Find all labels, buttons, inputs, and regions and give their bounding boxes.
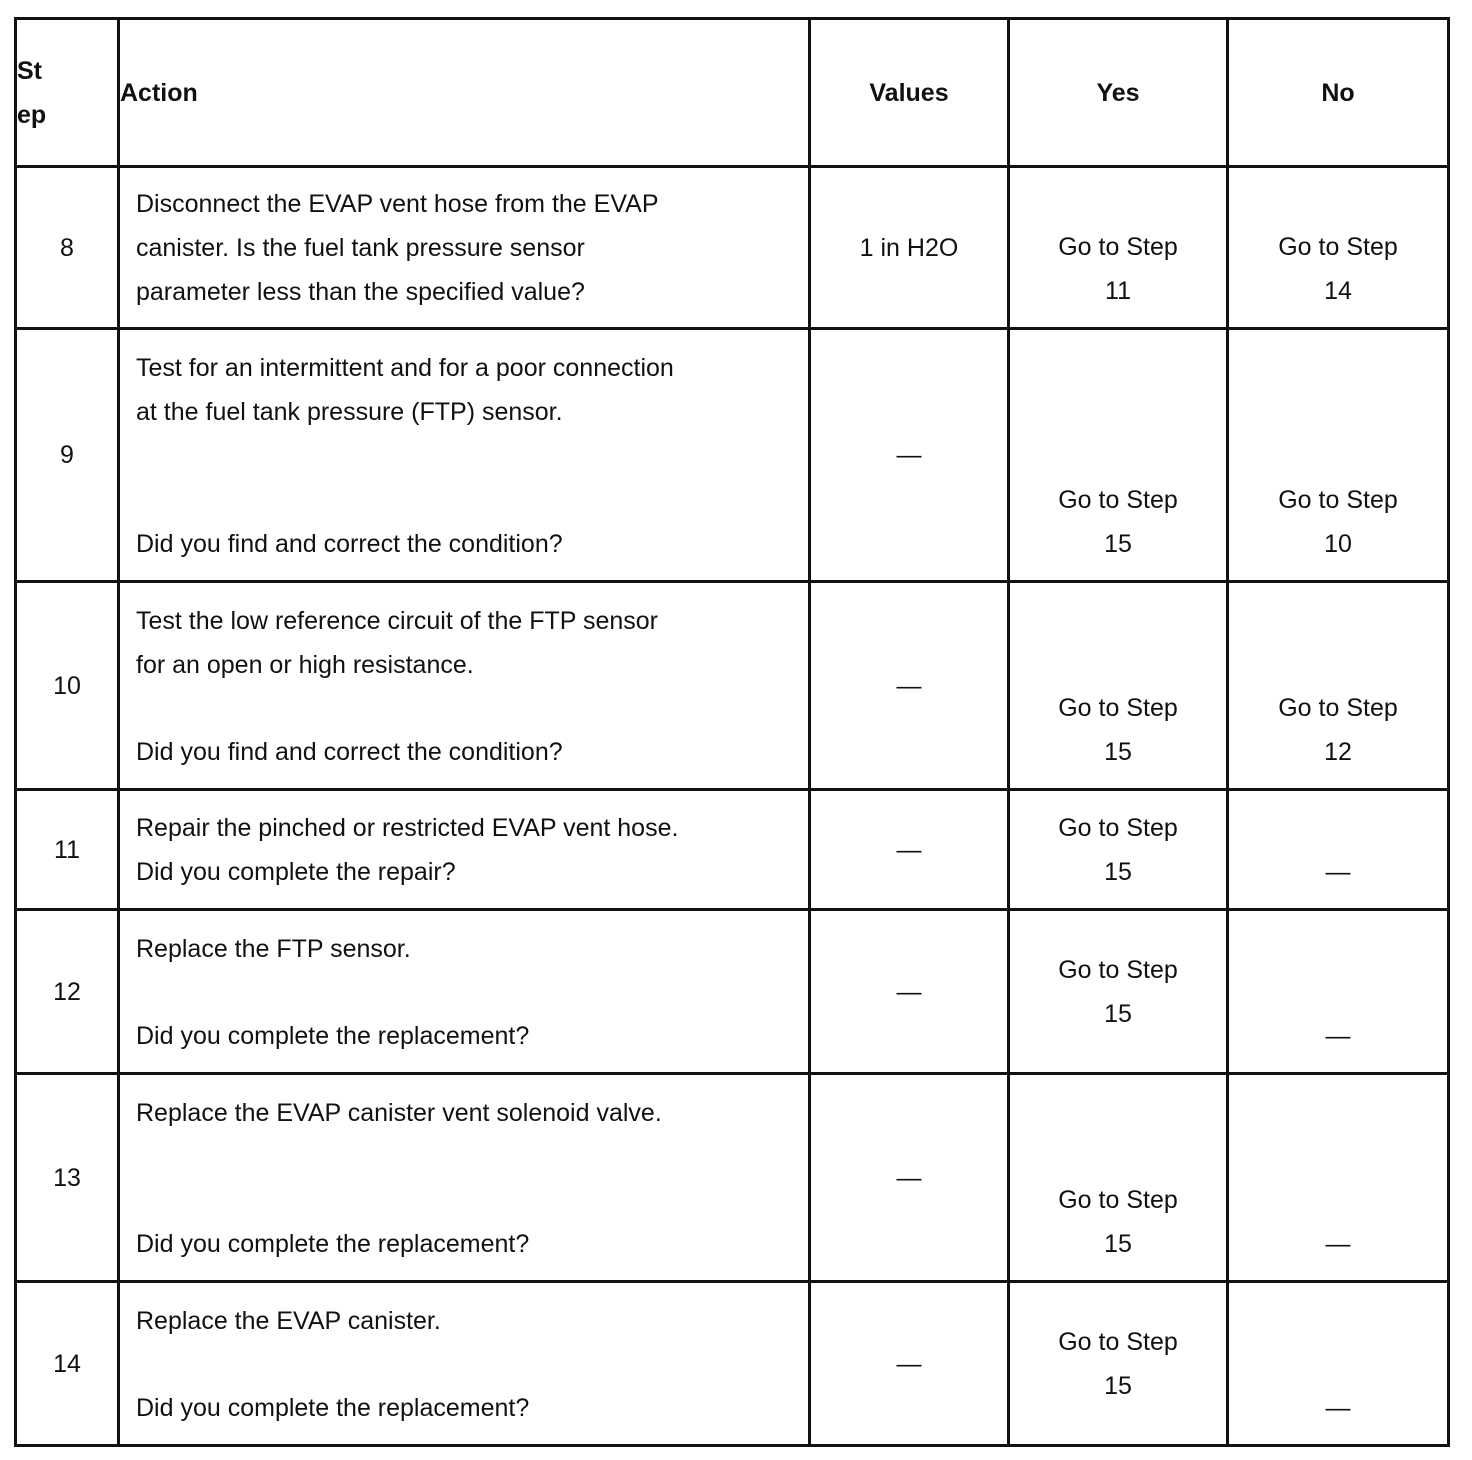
diagnostic-table [14, 17, 1450, 1447]
action-line: at the fuel tank pressure (FTP) sensor. [136, 398, 563, 426]
step-number: 12 [16, 910, 119, 1074]
header-row [16, 19, 1449, 167]
action-question: Did you find and correct the condition? [136, 530, 563, 558]
header-step: St ep [16, 19, 119, 167]
action-line: canister. Is the fuel tank pressure sensor [136, 233, 585, 262]
yes-cell [1009, 1282, 1228, 1446]
yes-cell [1009, 582, 1228, 790]
header-no: No [1228, 19, 1449, 167]
table-row [16, 910, 1449, 1074]
yes-goto: Go to Step [1058, 1327, 1178, 1356]
no-cell [1228, 329, 1449, 582]
yes-goto: 15 [1104, 1371, 1132, 1400]
table-row [16, 582, 1449, 790]
no-dash: — [1325, 858, 1351, 886]
action-question: Did you complete the replacement? [136, 1022, 530, 1050]
no-dash: — [1325, 1230, 1351, 1258]
table-row [16, 790, 1449, 910]
action-text [136, 346, 798, 566]
table-row [16, 1282, 1449, 1446]
action-text [136, 806, 798, 894]
action-line: Replace the FTP sensor. [136, 935, 411, 963]
action-text [136, 1091, 798, 1266]
step-number: 9 [16, 329, 119, 582]
yes-goto: 15 [1104, 738, 1132, 766]
action-line: Disconnect the EVAP vent hose from the EVAP [136, 189, 659, 218]
values-cell: 1 in H2O [810, 167, 1009, 329]
no-cell [1228, 582, 1449, 790]
yes-goto: Go to Step [1058, 694, 1178, 722]
no-goto: 14 [1324, 277, 1352, 305]
yes-goto: 15 [1104, 530, 1132, 558]
action-cell [119, 790, 810, 910]
action-question: Did you complete the replacement? [136, 1394, 530, 1422]
no-dash: — [1325, 1394, 1351, 1422]
no-goto: 12 [1324, 738, 1352, 766]
table-row [16, 329, 1449, 582]
no-cell [1228, 1282, 1449, 1446]
no-goto: Go to Step [1278, 694, 1398, 722]
yes-goto: Go to Step [1058, 955, 1178, 984]
values-cell: — [810, 329, 1009, 582]
yes-goto: 15 [1104, 1230, 1132, 1258]
action-cell [119, 167, 810, 329]
no-goto: Go to Step [1278, 486, 1398, 514]
action-line: Test for an intermittent and for a poor connection [136, 354, 674, 382]
action-line: Replace the EVAP canister vent solenoid valve. [136, 1099, 662, 1127]
action-text [136, 927, 798, 1058]
yes-cell [1009, 790, 1228, 910]
no-goto: Go to Step [1278, 233, 1398, 261]
action-text [136, 182, 798, 314]
yes-goto: 15 [1104, 857, 1132, 886]
action-line: Test the low reference circuit of the FTP sensor [136, 607, 658, 635]
header-yes: Yes [1009, 19, 1228, 167]
step-number: 11 [16, 790, 119, 910]
action-text [136, 599, 798, 774]
no-cell [1228, 790, 1449, 910]
values-cell: — [810, 1074, 1009, 1282]
header-values: Values [810, 19, 1009, 167]
action-line: Did you complete the repair? [136, 857, 456, 886]
step-number: 14 [16, 1282, 119, 1446]
action-cell [119, 1282, 810, 1446]
step-number: 10 [16, 582, 119, 790]
values-cell: — [810, 1282, 1009, 1446]
step-number: 13 [16, 1074, 119, 1282]
action-cell [119, 1074, 810, 1282]
no-cell [1228, 167, 1449, 329]
action-line: Repair the pinched or restricted EVAP vent hose. [136, 813, 679, 842]
yes-goto: Go to Step [1058, 813, 1178, 842]
values-cell: — [810, 790, 1009, 910]
no-dash: — [1325, 1022, 1351, 1050]
table-row [16, 167, 1449, 329]
yes-goto: Go to Step [1058, 486, 1178, 514]
no-goto: 10 [1324, 530, 1352, 558]
action-question: Did you complete the replacement? [136, 1230, 530, 1258]
yes-goto: 15 [1104, 999, 1132, 1028]
action-line: parameter less than the specified value? [136, 277, 585, 306]
yes-goto: Go to Step [1058, 1186, 1178, 1214]
no-cell [1228, 1074, 1449, 1282]
no-cell [1228, 910, 1449, 1074]
action-line: for an open or high resistance. [136, 651, 474, 679]
action-cell [119, 582, 810, 790]
action-cell [119, 329, 810, 582]
action-cell [119, 910, 810, 1074]
yes-cell [1009, 1074, 1228, 1282]
yes-goto: 11 [1105, 277, 1131, 305]
header-action: Action [119, 19, 810, 167]
values-cell: — [810, 910, 1009, 1074]
action-line: Replace the EVAP canister. [136, 1307, 441, 1335]
step-number: 8 [16, 167, 119, 329]
yes-cell [1009, 329, 1228, 582]
table-row [16, 1074, 1449, 1282]
action-text [136, 1299, 798, 1430]
values-cell: — [810, 582, 1009, 790]
yes-cell [1009, 167, 1228, 329]
yes-cell [1009, 910, 1228, 1074]
yes-goto: Go to Step [1058, 233, 1178, 261]
action-question: Did you find and correct the condition? [136, 738, 563, 766]
